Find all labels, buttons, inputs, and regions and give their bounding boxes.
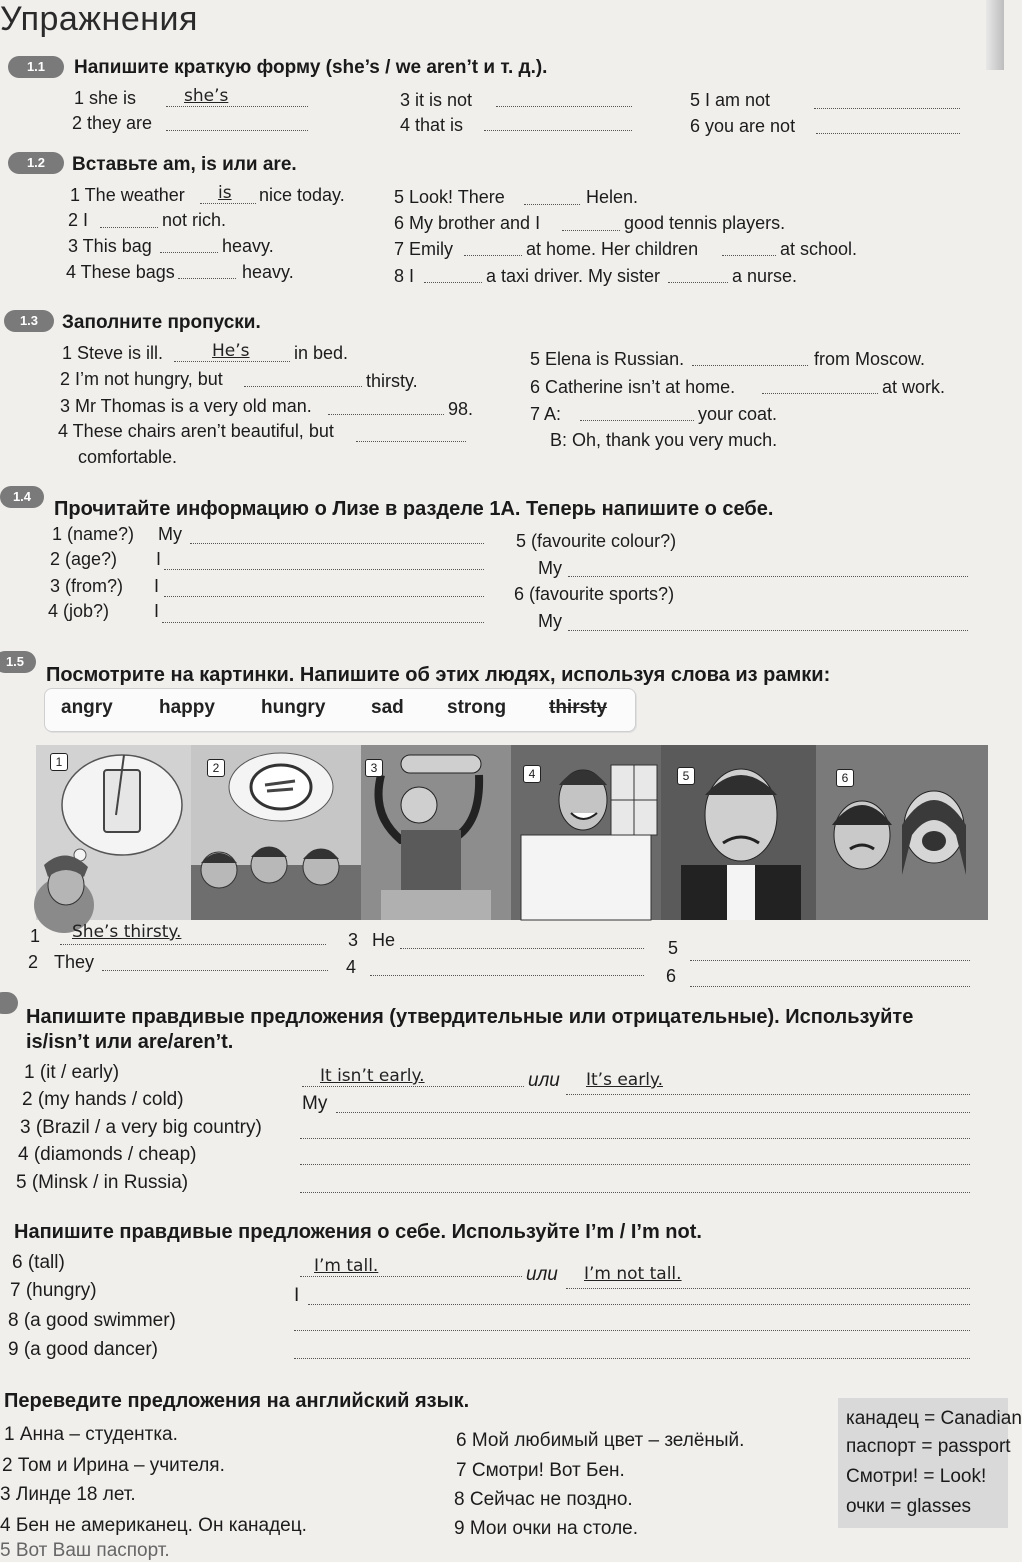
vocabulary-box xyxy=(838,1398,1022,1528)
picture-number-5: 5 xyxy=(677,767,695,785)
picture-number-2: 2 xyxy=(207,759,225,777)
picture-4 xyxy=(511,745,661,920)
ex6-item-1-answer-b: It’s early. xyxy=(586,1070,663,1090)
ex1-item-4: 4 that is xyxy=(400,115,464,135)
ex7-item-7-start: I xyxy=(294,1285,300,1306)
ex6-blank-3[interactable] xyxy=(300,1138,970,1139)
ex2-blank-8a[interactable] xyxy=(424,282,482,283)
ex2-item-7-mid: at home. Her children xyxy=(526,239,699,259)
ex3-item-4-cont: comfortable. xyxy=(78,447,178,467)
picture-3 xyxy=(361,745,511,920)
ex3-answer-1: He’s xyxy=(212,341,250,361)
ex5-blank-1[interactable] xyxy=(60,944,326,945)
ex3-item-2-post: thirsty. xyxy=(366,371,418,391)
ex6-blank-1b[interactable] xyxy=(566,1094,970,1095)
word-box xyxy=(44,688,636,732)
ex7-item-6-or: или xyxy=(526,1264,558,1285)
ex2-blank-2[interactable] xyxy=(100,227,158,228)
ex6-item-2-q: 2 (my hands / cold) xyxy=(22,1089,184,1110)
ex5-answer-num-2: 2 xyxy=(28,952,39,972)
pictures-strip xyxy=(36,745,988,920)
exercise-1-6b-instruction: Напишите правдивые предложения о себе. Используйте I’m / I’m not. xyxy=(14,1221,702,1243)
ex3-blank-4[interactable] xyxy=(356,441,466,442)
ex3-item-1-pre: 1 Steve is ill. xyxy=(62,343,164,363)
ex3-blank-2[interactable] xyxy=(244,386,362,387)
ex7-blank-6b[interactable] xyxy=(566,1288,970,1289)
exercise-badge-1-4: 1.4 xyxy=(0,486,44,508)
word-strong: strong xyxy=(447,697,507,718)
ex7-item-6-answer-b: I’m not tall. xyxy=(584,1264,682,1284)
ex2-blank-8b[interactable] xyxy=(668,282,728,283)
vocab-canadian: канадец = Canadian xyxy=(846,1408,1022,1429)
ex4-item-2-q: 2 (age?) xyxy=(50,549,118,569)
ex1-item-3: 3 it is not xyxy=(400,90,473,110)
ex6-item-1-q: 1 (it / early) xyxy=(24,1062,120,1083)
ex8-item-3: 3 Линде 18 лет. xyxy=(0,1484,136,1505)
word-hungry: hungry xyxy=(261,697,326,718)
ex1-item-5: 5 I am not xyxy=(690,90,771,110)
ex7-blank-9[interactable] xyxy=(294,1358,970,1359)
ex5-answer-2: They xyxy=(54,952,95,972)
word-happy: happy xyxy=(159,697,215,718)
ex6-item-2-start: My xyxy=(302,1093,328,1114)
ex2-blank-4[interactable] xyxy=(178,278,236,279)
ex3-item-7-pre: 7 A: xyxy=(530,404,562,424)
vocab-glasses: очки = glasses xyxy=(846,1496,972,1517)
ex6-blank-2[interactable] xyxy=(336,1112,970,1113)
picture-2 xyxy=(191,745,361,920)
ex1-answer-1: she’s xyxy=(184,86,229,106)
ex5-answer-num-5: 5 xyxy=(668,938,679,958)
ex6-item-4-q: 4 (diamonds / cheap) xyxy=(18,1144,197,1165)
exercise-badge-1-3: 1.3 xyxy=(4,310,54,332)
exercise-badge-1-1: 1.1 xyxy=(8,56,64,78)
word-thirsty: thirsty xyxy=(549,697,608,718)
ex8-item-2: 2 Том и Ирина – учителя. xyxy=(2,1455,225,1476)
exercise-1-5-instruction: Посмотрите на картинки. Напишите об этих людях, используя слова из рамки: xyxy=(46,664,831,686)
ex2-item-8-mid: a taxi driver. My sister xyxy=(486,266,661,286)
exercise-1-4-instruction: Прочитайте информацию о Лизе в разделе 1А. Теперь напишите о себе. xyxy=(54,498,774,520)
exercise-1-6-instruction-line2: is/isn’t или are/aren’t. xyxy=(26,1031,234,1053)
ex1-blank-5[interactable] xyxy=(814,108,960,109)
ex3-item-7-post: your coat. xyxy=(698,404,778,424)
exercise-badge-1-6 xyxy=(0,992,18,1014)
ex1-blank-6[interactable] xyxy=(816,133,960,134)
ex6-item-3-q: 3 (Brazil / a very big country) xyxy=(20,1117,262,1138)
ex2-item-6-post: good tennis players. xyxy=(624,213,786,233)
ex3-item-4-pre: 4 These chairs aren’t beautiful, but xyxy=(58,421,334,441)
page-title: Упражнения xyxy=(0,0,198,38)
exercise-1-1-instruction: Напишите краткую форму (she’s / we aren’t и т. д.). xyxy=(74,57,548,78)
ex5-answer-num-1: 1 xyxy=(30,926,41,946)
ex2-item-1-post: nice today. xyxy=(259,185,345,205)
ex3-item-1-post: in bed. xyxy=(294,343,349,363)
ex2-blank-7b[interactable] xyxy=(722,255,776,256)
picture-number-3: 3 xyxy=(365,759,383,777)
picture-5 xyxy=(661,745,816,920)
ex2-item-4-post: heavy. xyxy=(242,262,294,282)
ex4-blank-4[interactable] xyxy=(162,622,484,623)
ex5-answer-3: He xyxy=(372,930,396,950)
exercise-1-3-instruction: Заполните пропуски. xyxy=(62,312,261,333)
ex7-item-9-q: 9 (a good dancer) xyxy=(8,1339,158,1360)
ex2-item-7-post: at school. xyxy=(780,239,858,259)
exercise-1-2-instruction: Вставьте am, is или are. xyxy=(72,154,297,175)
ex7-item-6-answer-a: I’m tall. xyxy=(314,1256,379,1276)
ex4-blank-2[interactable] xyxy=(164,569,484,570)
ex1-item-1: 1 she is xyxy=(74,88,137,108)
ex2-blank-6[interactable] xyxy=(562,230,620,231)
ex2-blank-7a[interactable] xyxy=(464,255,522,256)
ex4-blank-6[interactable] xyxy=(568,630,968,631)
ex2-item-2-post: not rich. xyxy=(162,210,227,230)
exercise-badge-1-2: 1.2 xyxy=(8,152,64,174)
ex6-item-1-or: или xyxy=(528,1070,560,1091)
ex3-item-6-post: at work. xyxy=(882,377,946,397)
ex3-item-6-pre: 6 Catherine isn’t at home. xyxy=(530,377,736,397)
ex6-item-5-q: 5 (Minsk / in Russia) xyxy=(16,1172,189,1193)
ex5-answer-num-6: 6 xyxy=(666,966,677,986)
ex8-item-8: 8 Сейчас не поздно. xyxy=(454,1489,633,1510)
ex8-item-6: 6 Мой любимый цвет – зелёный. xyxy=(456,1430,745,1451)
ex5-blank-3[interactable] xyxy=(400,948,644,949)
ex2-item-5-post: Helen. xyxy=(586,187,639,207)
ex3-item-8: B: Oh, thank you very much. xyxy=(550,430,778,450)
ex5-blank-6[interactable] xyxy=(690,986,970,987)
ex2-item-8-post: a nurse. xyxy=(732,266,798,286)
ex3-item-5-post: from Moscow. xyxy=(814,349,926,369)
ex6-item-1-answer-a: It isn’t early. xyxy=(320,1066,425,1086)
binder-edge xyxy=(986,0,1004,70)
ex3-blank-5[interactable] xyxy=(692,365,808,366)
ex3-blank-3[interactable] xyxy=(328,414,444,415)
ex2-item-7-pre: 7 Emily xyxy=(394,239,454,259)
picture-number-6: 6 xyxy=(836,769,854,787)
ex3-blank-1[interactable] xyxy=(174,361,290,362)
ex4-item-5-q: 5 (favourite colour?) xyxy=(516,531,677,551)
ex5-answer-num-3: 3 xyxy=(348,930,359,950)
ex4-item-4-start: I xyxy=(154,601,160,621)
ex4-item-6-start: My xyxy=(538,611,562,631)
ex3-item-3-pre: 3 Mr Thomas is a very old man. xyxy=(60,396,312,416)
ex6-blank-1a[interactable] xyxy=(302,1086,524,1087)
exercise-1-6-instruction-line1: Напишите правдивые предложения (утвердительные или отрицательные). Используйте xyxy=(26,1006,914,1028)
ex3-blank-7[interactable] xyxy=(580,420,694,421)
ex2-item-4-pre: 4 These bags xyxy=(66,262,175,282)
ex5-blank-2[interactable] xyxy=(102,970,328,971)
ex2-blank-3[interactable] xyxy=(160,252,218,253)
ex1-item-2: 2 they are xyxy=(72,113,153,133)
word-sad: sad xyxy=(371,697,404,718)
ex2-item-2-pre: 2 I xyxy=(68,210,89,230)
ex5-answer-1: She’s thirsty. xyxy=(72,922,182,942)
ex8-item-9: 9 Мои очки на столе. xyxy=(454,1518,639,1539)
ex2-item-8-pre: 8 I xyxy=(394,266,415,286)
ex1-blank-4[interactable] xyxy=(484,130,632,131)
ex1-blank-1[interactable] xyxy=(166,106,308,107)
ex7-blank-7[interactable] xyxy=(308,1304,970,1305)
picture-number-4: 4 xyxy=(523,765,541,783)
ex8-item-5: 5 Вот Ваш паспорт. xyxy=(0,1540,170,1561)
ex7-item-6-q: 6 (tall) xyxy=(12,1252,65,1273)
picture-6 xyxy=(816,745,988,920)
ex4-item-6-q: 6 (favourite sports?) xyxy=(514,584,675,604)
ex2-item-3-pre: 3 This bag xyxy=(68,236,152,256)
ex4-item-3-start: I xyxy=(154,576,160,596)
ex2-blank-5[interactable] xyxy=(524,204,580,205)
ex1-item-6: 6 you are not xyxy=(690,116,796,136)
ex8-item-1: 1 Анна – студентка. xyxy=(4,1424,178,1445)
ex4-item-1-start: My xyxy=(158,524,182,544)
ex6-blank-5[interactable] xyxy=(300,1192,970,1193)
exercise-1-7-instruction: Переведите предложения на английский язык. xyxy=(4,1390,470,1412)
ex5-blank-4[interactable] xyxy=(370,975,644,976)
picture-1-illustration xyxy=(36,745,191,920)
ex6-blank-4[interactable] xyxy=(300,1164,970,1165)
ex3-item-3-post: 98. xyxy=(448,399,474,419)
exercise-badge-1-5: 1.5 xyxy=(0,651,36,673)
ex4-item-3-q: 3 (from?) xyxy=(50,576,124,596)
ex4-blank-3[interactable] xyxy=(164,596,484,597)
ex8-item-4: 4 Бен не американец. Он канадец. xyxy=(0,1515,307,1536)
ex7-blank-8[interactable] xyxy=(294,1330,970,1331)
ex1-blank-2[interactable] xyxy=(166,130,308,131)
picture-3-illustration xyxy=(361,745,511,920)
ex2-blank-1[interactable] xyxy=(200,203,256,204)
ex2-item-1-pre: 1 The weather xyxy=(70,185,185,205)
ex4-item-5-start: My xyxy=(538,558,562,578)
ex5-answer-num-4: 4 xyxy=(346,957,357,977)
ex7-blank-6a[interactable] xyxy=(300,1276,522,1277)
vocab-look: Смотри! = Look! xyxy=(846,1466,987,1487)
word-angry: angry xyxy=(61,697,113,718)
ex4-blank-5[interactable] xyxy=(568,576,968,577)
ex4-item-2-start: I xyxy=(156,549,162,569)
picture-1 xyxy=(36,745,191,920)
ex8-item-7: 7 Смотри! Вот Бен. xyxy=(456,1460,625,1481)
ex2-item-3-post: heavy. xyxy=(222,236,274,256)
ex4-item-1-q: 1 (name?) xyxy=(52,524,135,544)
ex4-item-4-q: 4 (job?) xyxy=(48,601,110,621)
ex2-item-6-pre: 6 My brother and I xyxy=(394,213,541,233)
ex4-blank-1[interactable] xyxy=(190,543,484,544)
ex3-blank-6[interactable] xyxy=(762,393,878,394)
ex7-item-7-q: 7 (hungry) xyxy=(10,1280,97,1301)
ex3-item-5-pre: 5 Elena is Russian. xyxy=(530,349,685,369)
ex3-item-2-pre: 2 I’m not hungry, but xyxy=(60,369,223,389)
ex5-blank-5[interactable] xyxy=(690,960,970,961)
ex7-item-8-q: 8 (a good swimmer) xyxy=(8,1310,176,1331)
vocab-passport: паспорт = passport xyxy=(846,1436,1011,1457)
picture-number-1: 1 xyxy=(50,753,68,771)
ex2-item-5-pre: 5 Look! There xyxy=(394,187,505,207)
ex1-blank-3[interactable] xyxy=(496,106,632,107)
ex2-answer-1: is xyxy=(218,183,232,203)
